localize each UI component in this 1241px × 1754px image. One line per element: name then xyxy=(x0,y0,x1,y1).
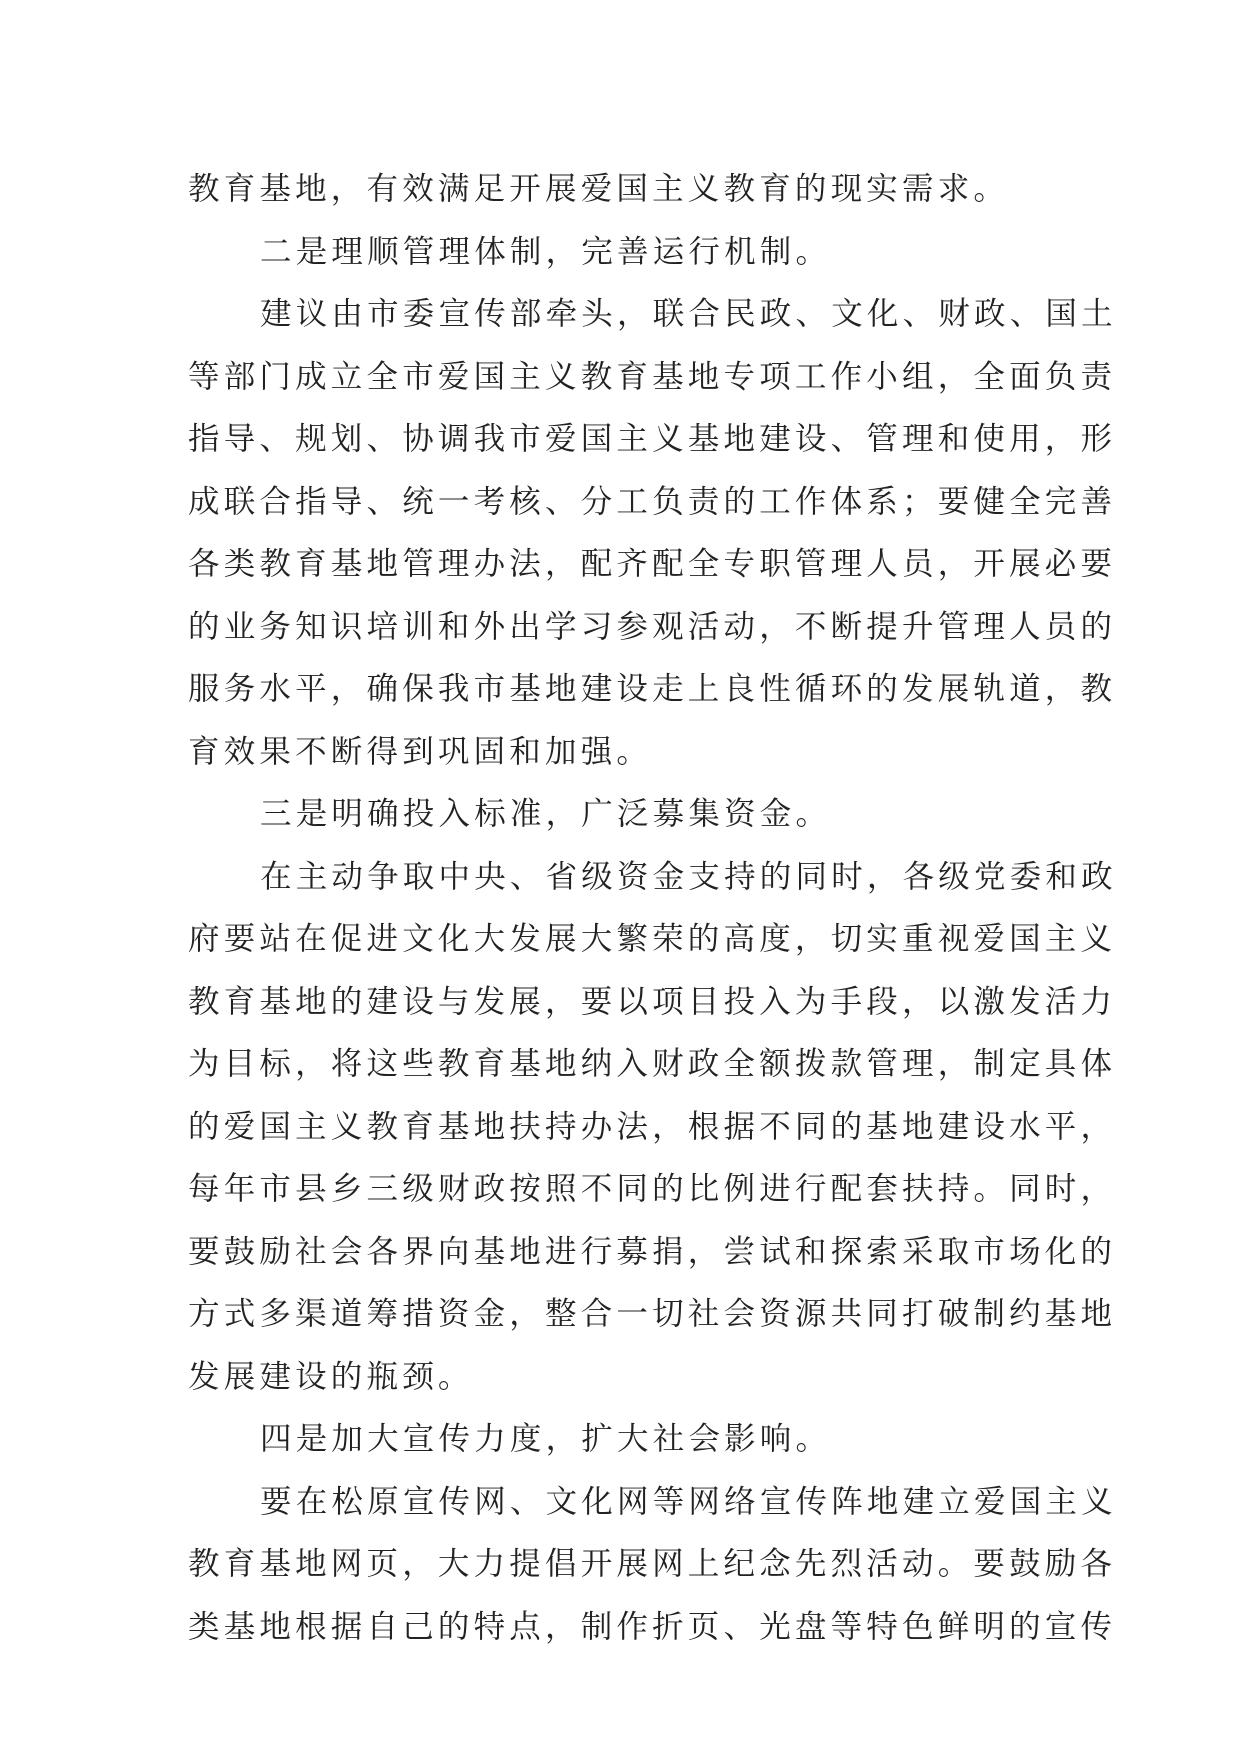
document-body xyxy=(188,158,1117,1658)
text-line: 建议由市委宣传部牵头，联合民政、文化、财政、国土 xyxy=(260,296,1117,332)
text-line: 教育基地，有效满足开展爱国主义教育的现实需求。 xyxy=(188,171,1010,207)
text-line: 每年市县乡三级财政按照不同的比例进行配套扶持。同时， xyxy=(188,1171,1117,1207)
text-line: 为目标，将这些教育基地纳入财政全额拨款管理，制定具体 xyxy=(188,1046,1117,1082)
text-line: 要鼓励社会各界向基地进行募捐，尝试和探索采取市场化的 xyxy=(188,1233,1117,1270)
text-line: 等部门成立全市爱国主义教育基地专项工作小组，全面负责 xyxy=(188,358,1117,395)
text-line: 府要站在促进文化大发展大繁荣的高度，切实重视爱国主义 xyxy=(188,921,1117,957)
text-line: 方式多渠道筹措资金，整合一切社会资源共同打破制约基地 xyxy=(188,1296,1117,1332)
text-line: 教育基地网页，大力提倡开展网上纪念先烈活动。要鼓励各 xyxy=(188,1546,1117,1582)
text-line: 成联合指导、统一考核、分工负责的工作体系；要健全完善 xyxy=(188,483,1117,520)
text-line: 在主动争取中央、省级资金支持的同时，各级党委和政 xyxy=(260,858,1117,895)
section-heading: 二是理顺管理体制，完善运行机制。 xyxy=(260,233,832,270)
text-line: 要在松原宣传网、文化网等网络宣传阵地建立爱国主义 xyxy=(260,1483,1117,1520)
text-line: 的业务知识培训和外出学习参观活动，不断提升管理人员的 xyxy=(188,608,1117,645)
text-line: 类基地根据自己的特点，制作折页、光盘等特色鲜明的宣传 xyxy=(188,1608,1117,1645)
section-heading: 三是明确投入标准，广泛募集资金。 xyxy=(260,796,832,832)
text-line: 服务水平，确保我市基地建设走上良性循环的发展轨道，教 xyxy=(188,671,1117,707)
text-line: 指导、规划、协调我市爱国主义基地建设、管理和使用，形 xyxy=(188,421,1117,457)
text-line: 的爱国主义教育基地扶持办法，根据不同的基地建设水平， xyxy=(188,1108,1117,1145)
text-line: 教育基地的建设与发展，要以项目投入为手段，以激发活力 xyxy=(188,983,1117,1020)
section-heading: 四是加大宣传力度，扩大社会影响。 xyxy=(260,1421,832,1457)
text-line: 育效果不断得到巩固和加强。 xyxy=(188,733,653,770)
text-line: 发展建设的瓶颈。 xyxy=(188,1358,474,1395)
text-line: 各类教育基地管理办法，配齐配全专职管理人员，开展必要 xyxy=(188,546,1117,582)
